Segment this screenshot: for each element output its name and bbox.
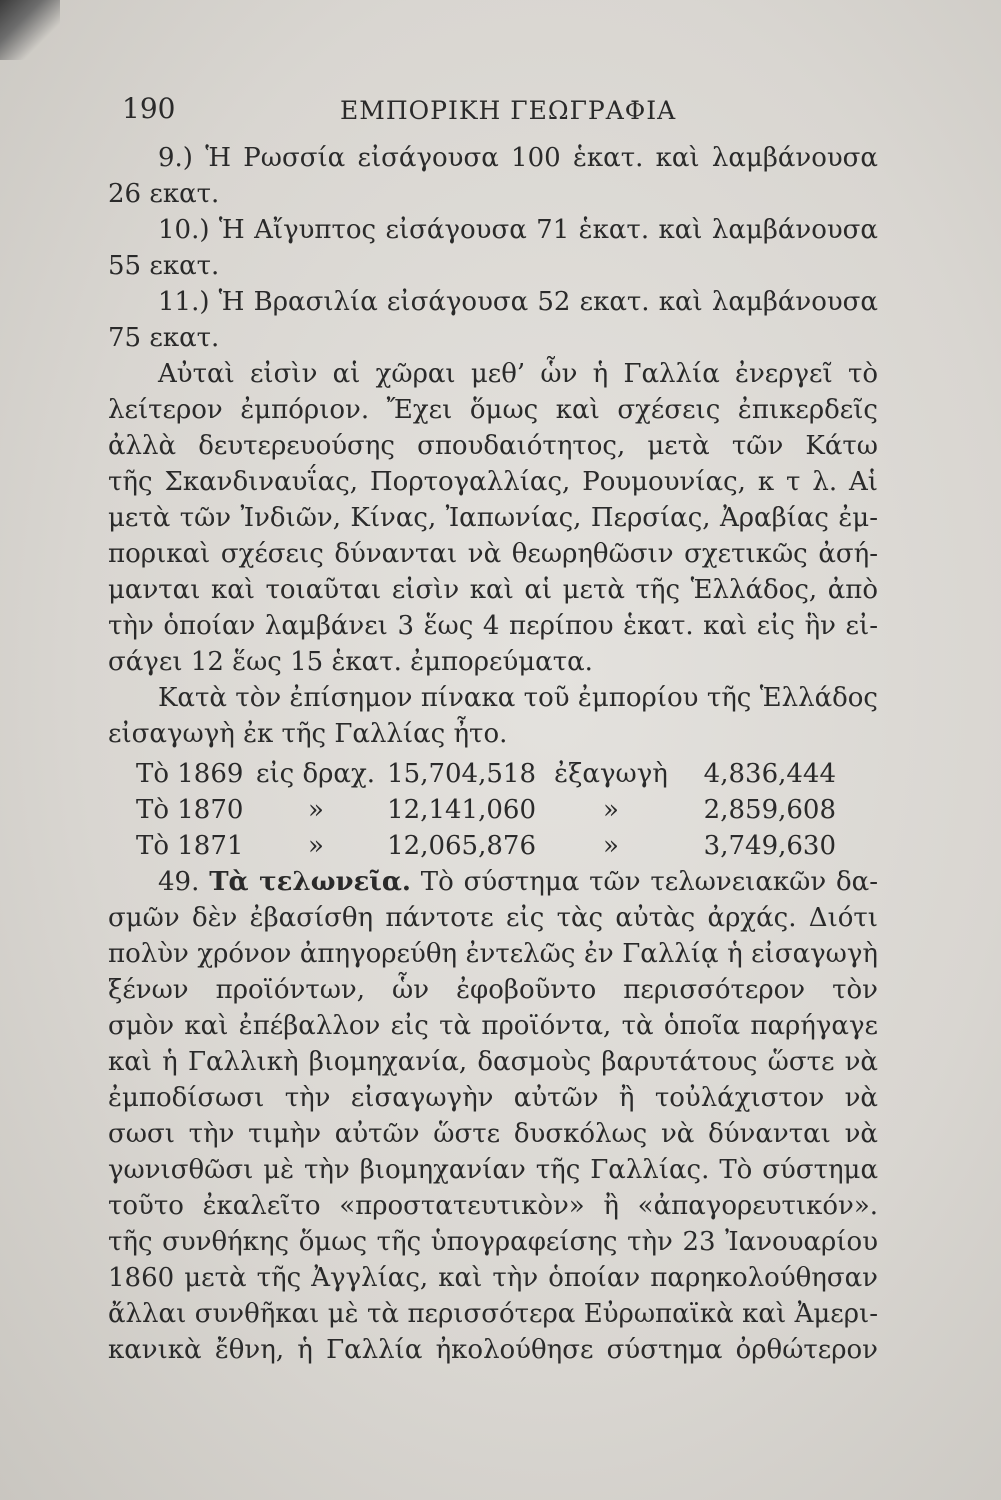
text-line: τοῦτο ἐκαλεῖτο «προστατευτικὸν» ἢ «ἀπαγορευτικόν». [108, 1191, 878, 1221]
year-cell: Τὸ 1870 [136, 795, 244, 825]
text-line: μετὰ τῶν Ἰνδιῶν, Κίνας, Ἰαπωνίας, Περσίας, Ἀραβίας ἐμ- [108, 503, 878, 533]
text-line: καὶ ἡ Γαλλικὴ βιομηχανία, δασμοὺς βαρυτάτους ὥστε νὰ [108, 1047, 878, 1077]
trade-table [108, 756, 878, 864]
table-row [108, 756, 878, 792]
text-line: κανικὰ ἔθνη, ἡ Γαλλία ἠκολούθησε σύστημα ὀρθώτερον [108, 1335, 878, 1365]
text-line: σμὸν καὶ ἐπέβαλλον εἰς τὰ προϊόντα, τὰ ὁποῖα παρήγαγε [108, 1011, 878, 1041]
section-first-line [108, 864, 878, 900]
text-line: Κατὰ τὸν ἐπίσημον πίνακα τοῦ ἐμπορίου τῆς Ἑλλάδος [158, 683, 878, 713]
text-line: ξένων προϊόντων, ὧν ἐφοβοῦντο περισσότερον τὸν [108, 975, 878, 1005]
text-line: γωνισθῶσι μὲ τὴν βιομηχανίαν τῆς Γαλλίας. Τὸ σύστημα [108, 1155, 878, 1185]
unit-cell: » [308, 795, 324, 825]
table-row [108, 828, 878, 864]
text-line: τῆς συνθήκης ὅμως τῆς ὑπογραφείσης τὴν 23 Ἰανουαρίου [108, 1227, 878, 1257]
text-line: πορικαὶ σχέσεις δύνανται νὰ θεωρηθῶσιν σχετικῶς ἀσή- [108, 539, 878, 569]
export-label-cell: » [603, 831, 619, 861]
imports-cell: 12,141,060 [387, 795, 536, 825]
exports-cell: 2,859,608 [703, 795, 836, 825]
imports-cell: 12,065,876 [387, 831, 536, 861]
text-line: πολὺν χρόνον ἀπηγορεύθη ἐντελῶς ἐν Γαλλίᾳ ἡ εἰσαγωγὴ [108, 939, 878, 969]
export-label-cell: » [603, 795, 619, 825]
table-row [108, 792, 878, 828]
page-corner-shadow [0, 0, 60, 60]
exports-cell: 4,836,444 [703, 759, 836, 789]
unit-cell: » [308, 831, 324, 861]
text-line: λείτερον ἐμπόριον. Ἔχει ὅμως καὶ σχέσεις ἐπικερδεῖς [108, 395, 878, 425]
text-line: τὴν ὁποίαν λαμβάνει 3 ἕως 4 περίπου ἑκατ. καὶ εἰς ἣν εἰ- [108, 611, 878, 641]
text-line: 9.) Ἡ Ρωσσία εἰσάγουσα 100 ἑκατ. καὶ λαμβάνουσα [158, 143, 878, 173]
page-number: 190 [122, 92, 176, 125]
running-title: ΕΜΠΟΡΙΚΗ ΓΕΩΓΡΑΦΙΑ [340, 96, 677, 125]
section-first-line-text: Τὸ σύστημα τῶν τελωνειακῶν δα- [420, 867, 878, 897]
text-line: 11.) Ἡ Βρασιλία εἰσάγουσα 52 εκατ. καὶ λαμβάνουσα [158, 287, 878, 317]
text-line: 55 εκατ. [108, 251, 220, 281]
text-line: Αὐταὶ εἰσὶν αἱ χῶραι μεθ’ ὧν ἡ Γαλλία ἐνεργεῖ τὸ [158, 359, 878, 389]
imports-cell: 15,704,518 [387, 759, 536, 789]
text-line: μανται καὶ τοιαῦται εἰσὶν καὶ αἱ μετὰ τῆς Ἑλλάδος, ἀπὸ [108, 575, 878, 605]
exports-cell: 3,749,630 [703, 831, 836, 861]
text-line: 75 εκατ. [108, 323, 220, 353]
text-line: σάγει 12 ἕως 15 ἑκατ. ἐμπορεύματα. [108, 647, 593, 677]
text-line: ἄλλαι συνθῆκαι μὲ τὰ περισσότερα Εὐρωπαϊκὰ καὶ Ἀμερι- [108, 1299, 878, 1329]
year-cell: Τὸ 1869 [136, 759, 244, 789]
text-line: 26 εκατ. [108, 179, 220, 209]
year-cell: Τὸ 1871 [136, 831, 244, 861]
text-line: ἐμποδίσωσι τὴν εἰσαγωγὴν αὐτῶν ἢ τοὐλάχιστον νὰ [108, 1083, 878, 1113]
section-heading: Τὰ τελωνεῖα. [209, 867, 411, 897]
page-header [0, 92, 1001, 132]
text-line: σμῶν δὲν ἐβασίσθη πάντοτε εἰς τὰς αὐτὰς ἀρχάς. Διότι [108, 903, 878, 933]
export-label-cell: ἐξαγωγὴ [554, 759, 668, 789]
text-line: τῆς Σκανδιναυΐας, Πορτογαλλίας, Ρουμουνίας, κ τ λ. Αἱ [108, 467, 878, 497]
text-line: σωσι τὴν τιμὴν αὐτῶν ὥστε δυσκόλως νὰ δύνανται νὰ [108, 1119, 878, 1149]
text-line: εἰσαγωγὴ ἐκ τῆς Γαλλίας ἦτο. [108, 719, 508, 749]
text-line: 1860 μετὰ τῆς Ἀγγλίας, καὶ τὴν ὁποίαν παρηκολούθησαν [108, 1263, 878, 1293]
text-line: ἀλλὰ δευτερευούσης σπουδαιότητος, μετὰ τῶν Κάτω [108, 431, 878, 461]
section-number: 49. [158, 867, 200, 897]
unit-cell: εἰς δραχ. [256, 759, 376, 789]
page-text [108, 140, 878, 1368]
text-line: 10.) Ἡ Αἴγυπτος εἰσάγουσα 71 ἑκατ. καὶ λαμβάνουσα [158, 215, 878, 245]
